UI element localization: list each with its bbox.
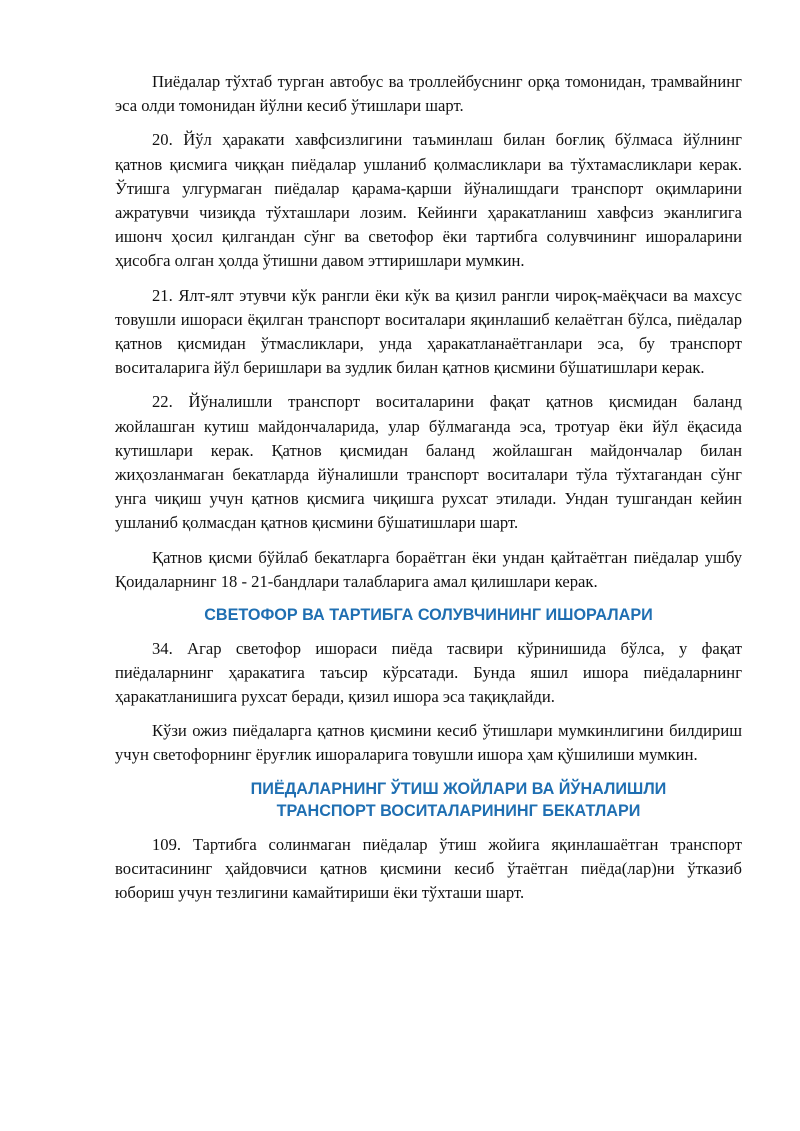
section-heading-line: СВЕТОФОР ВА ТАРТИБГА СОЛУВЧИНИНГ ИШОРАЛАРИ [204, 606, 653, 625]
section-heading-line: ПИЁДАЛАРНИНГ ЎТИШ ЖОЙЛАРИ ВА ЙЎНАЛИШЛИ [250, 779, 667, 798]
section-heading-traffic-signals [115, 604, 742, 627]
paragraph-rule-21: 21. Ялт-ялт этувчи кўк рангли ёки кўк ва қизил рангли чироқ-маёқчаси ва махсус товушли ишораси ёқилган транспорт воситалари яқинлашиб келаётган бўлса, пиёдалар қатнов қисмидан ўтмасликлари, унда ҳаракатланаётганлари эса, бу транспорт воситаларига йўл беришлари ва зудлик билан қатнов қисмини бўшатишлари керак. [115, 285, 742, 378]
paragraph-rule-34: 34. Агар светофор ишораси пиёда тасвири кўринишида бўлса, у фақат пиёдаларнинг ҳаракатига таъсир кўрсатади. Бунда яшил ишора пиёдаларнинг ҳаракатланишига рухсат беради, қизил ишора эса тақиқлайди. [115, 638, 742, 706]
section-heading-pedestrian-crossings [115, 778, 742, 823]
paragraph-rule-22: 22. Йўналишли транспорт воситаларини фақат қатнов қисмидан баланд жойлашган кутиш майдончаларида, улар бўлмаганда эса, тротуар ёки йўл ёқасида кутишлари керак. Қатнов қисмидан баланд жойлашган майдончалар билан жиҳозланмаган бекатларда йўналишли транспорт воситалари тўла тўхтагандан сўнг унга чиқиш учун қатнов қисмига чиқишга рухсат этилади. Ундан тушгандан кейин ушланиб қолмасдан қатнов қисмини бўшатишлари шарт. [115, 392, 742, 533]
paragraph-stops-reference: Қатнов қисми бўйлаб бекатларга бораётган ёки ундан қайтаётган пиёдалар ушбу Қоидаларнинг 18 - 21-бандлари талабларига амал қилишлари керак. [115, 547, 742, 591]
document-page [115, 70, 742, 915]
paragraph-rule-20: 20. Йўл ҳаракати хавфсизлигини таъминлаш билан боғлиқ бўлмаса йўлнинг қатнов қисмига чиққан пиёдалар ушланиб қолмасликлари ва тўхтамасликлари керак. Ўтишга улгурмаган пиёдалар қарама-қарши йўналишдаги транспорт оқимларини ажратувчи чизиқда тўхташлари лозим. Кейинги ҳаракатланиш хавфсиз эканлигига ишонч ҳосил қилгандан сўнг ва светофор ёки тартибга солувчининг ишораларини ҳисобга олган ҳолда ўтишни давом эттиришлари мумкин. [115, 130, 742, 271]
section-heading-line: ТРАНСПОРТ ВОСИТАЛАРИНИНГ БЕКАТЛАРИ [276, 802, 641, 821]
paragraph-blind-pedestrians: Кўзи ожиз пиёдаларга қатнов қисмини кесиб ўтишлари мумкинлигини билдириш учун светофорнинг ёруғлик ишораларига товушли ишора ҳам қўшилиши мумкин. [115, 721, 742, 765]
paragraph-rule-109: 109. Тартибга солинмаган пиёдалар ўтиш жойига яқинлашаётган транспорт воситасининг ҳайдовчиси қатнов қисмини кесиб ўтаётган пиёда(лар)ни ўтказиб юбориш учун тезлигини камайтириши ёки тўхташи шарт. [115, 834, 742, 902]
paragraph-pedestrian-bus-crossing: Пиёдалар тўхтаб турган автобус ва троллейбуснинг орқа томонидан, трамвайнинг эса олди томонидан йўлни кесиб ўтишлари шарт. [115, 72, 742, 116]
